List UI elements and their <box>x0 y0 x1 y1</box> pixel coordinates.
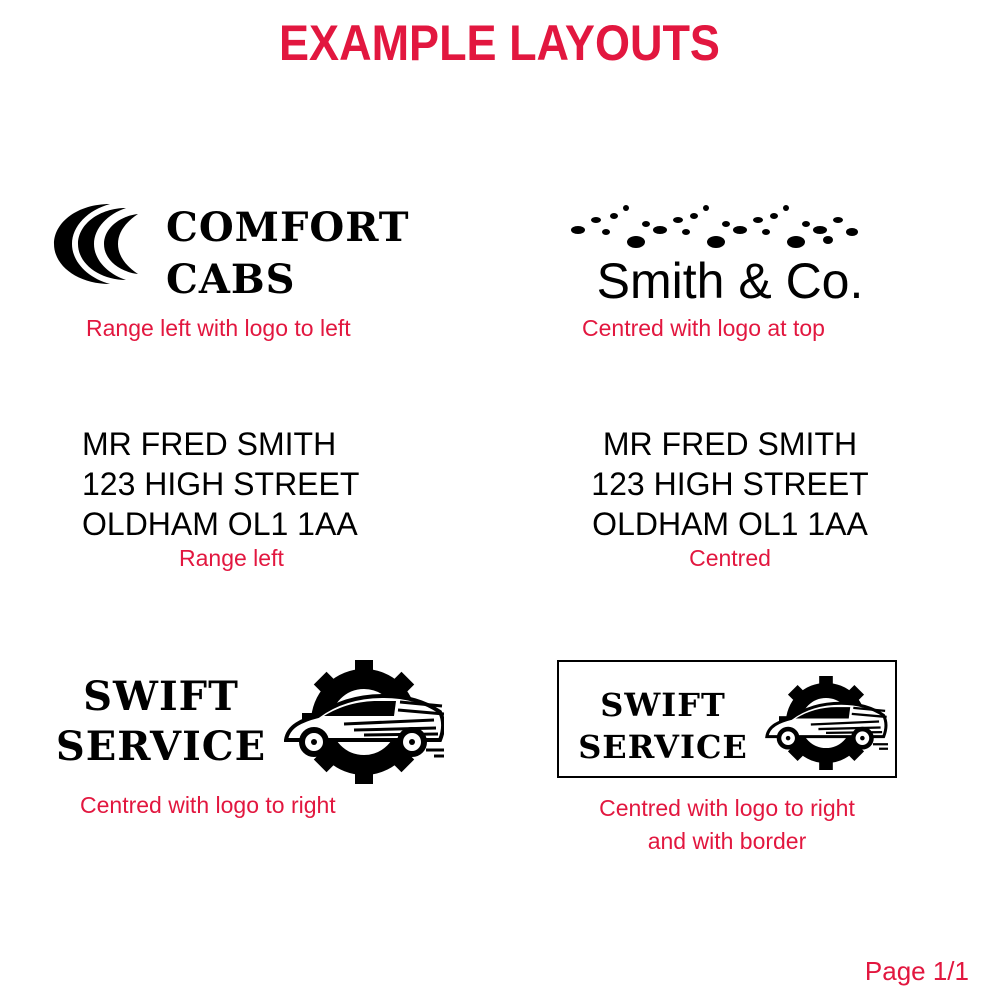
address-line: OLDHAM OL1 1AA <box>592 506 868 542</box>
business-name-line-2: SERVICE <box>55 723 267 770</box>
business-name-line-2: CABS <box>166 256 296 303</box>
business-name-block <box>44 672 278 772</box>
business-name-line-1: SWIFT <box>600 686 726 724</box>
dotted-arches-icon <box>566 202 860 250</box>
address-block <box>82 424 359 544</box>
layout-caption: Centred with logo at top <box>582 315 825 341</box>
layout-caption: Range left <box>179 545 284 571</box>
business-name: Smith & Co. <box>596 253 864 309</box>
address-line: 123 HIGH STREET <box>591 466 869 502</box>
business-name-line-2: SERVICE <box>578 728 748 766</box>
business-name-line-1: COMFORT <box>166 204 410 251</box>
business-name-block <box>568 684 758 768</box>
business-name-line-1: SWIFT <box>83 673 239 720</box>
address-line: 123 HIGH STREET <box>82 466 360 502</box>
layout-caption: Range left with logo to left <box>86 315 351 341</box>
address-block <box>560 424 900 544</box>
layout-caption <box>557 792 897 858</box>
circle-swoosh-icon <box>48 200 148 286</box>
page-number: Page 1/1 <box>864 956 969 986</box>
address-line: OLDHAM OL1 1AA <box>82 506 358 542</box>
layout-caption: Centred <box>689 545 771 571</box>
page-title: EXAMPLE LAYOUTS <box>279 15 720 71</box>
address-line: MR FRED SMITH <box>82 426 337 462</box>
layout-caption: Centred with logo to right <box>80 792 336 818</box>
caption-line-1: Centred with logo to right <box>599 795 855 821</box>
car-gear-icon <box>284 660 444 784</box>
car-gear-icon <box>764 676 888 770</box>
caption-line-2: and with border <box>647 828 807 854</box>
address-line: MR FRED SMITH <box>602 426 858 462</box>
